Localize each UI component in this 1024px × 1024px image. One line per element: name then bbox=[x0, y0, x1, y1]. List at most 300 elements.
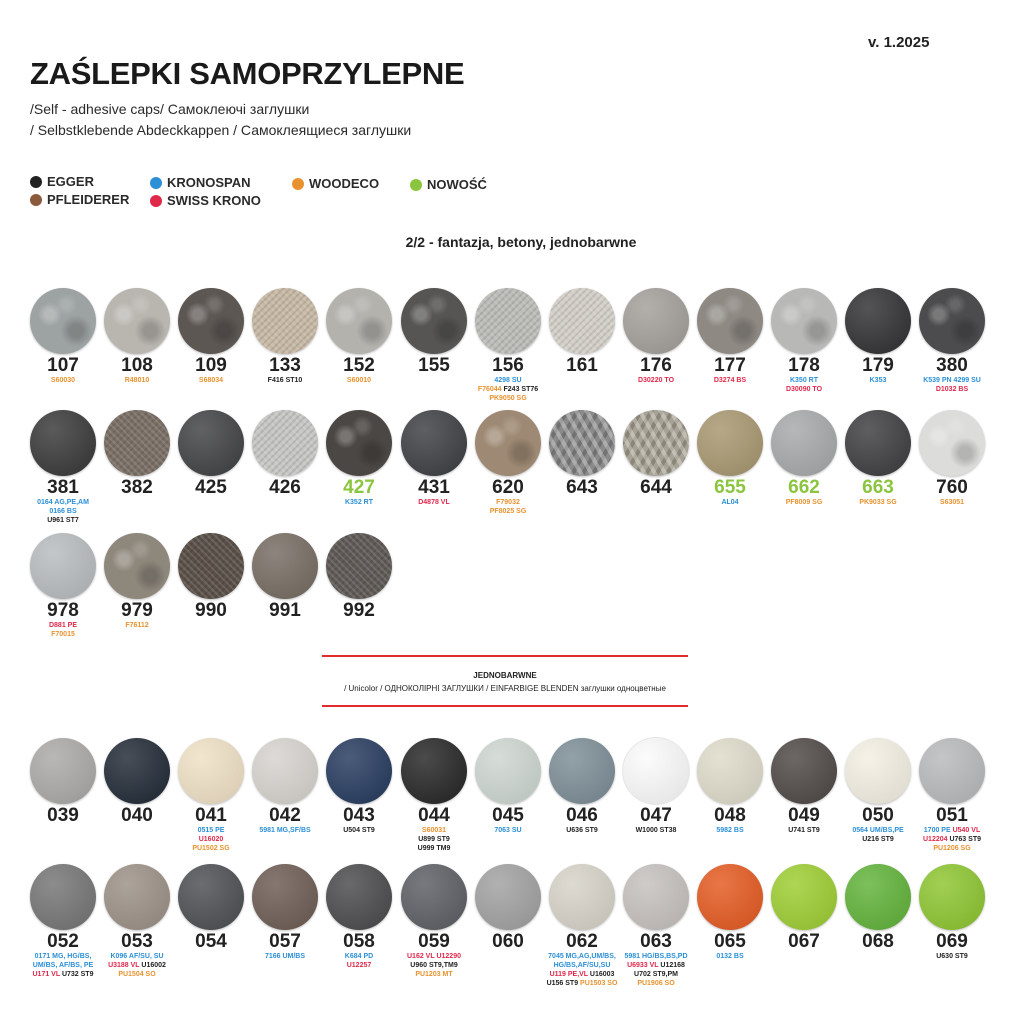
egger-dot-icon bbox=[30, 176, 42, 188]
cap-code: 053 bbox=[121, 931, 153, 952]
cap-references bbox=[322, 952, 396, 970]
cap-swatch bbox=[623, 288, 689, 354]
cap-swatch bbox=[549, 410, 615, 476]
cap-references bbox=[26, 376, 100, 385]
cap-references bbox=[619, 826, 693, 835]
reference-code: F76112 bbox=[125, 622, 149, 629]
reference-line bbox=[693, 952, 767, 961]
cap-431 bbox=[397, 410, 471, 507]
reference-code: F76044 bbox=[477, 386, 504, 393]
cap-050 bbox=[841, 738, 915, 844]
reference-code: AL04 bbox=[721, 499, 739, 506]
reference-line bbox=[100, 961, 174, 970]
cap-swatch bbox=[623, 738, 689, 804]
reference-line bbox=[841, 826, 915, 835]
cap-references bbox=[322, 826, 396, 835]
legend-kronospan-label: KRONOSPAN bbox=[167, 175, 251, 190]
cap-code: 051 bbox=[936, 805, 968, 826]
reference-code: U156 ST9 bbox=[546, 980, 581, 987]
cap-992 bbox=[322, 533, 396, 621]
reference-code: PU1502 SG bbox=[192, 845, 230, 852]
reference-code: 0171 MG, HG/BS, bbox=[34, 953, 92, 960]
reference-line bbox=[26, 970, 100, 979]
reference-code: W1000 ST38 bbox=[635, 827, 677, 834]
reference-line bbox=[397, 498, 471, 507]
reference-code: D30090 TO bbox=[785, 386, 823, 393]
cap-references bbox=[248, 826, 322, 835]
reference-code: K350 RT bbox=[789, 377, 818, 384]
cap-code: 991 bbox=[269, 600, 301, 621]
cap-047 bbox=[619, 738, 693, 835]
legend-pfleiderer-label: PFLEIDERER bbox=[47, 192, 130, 207]
cap-643 bbox=[545, 410, 619, 498]
reference-line bbox=[471, 826, 545, 835]
cap-swatch bbox=[252, 288, 318, 354]
cap-code: 380 bbox=[936, 355, 968, 376]
reference-line bbox=[915, 376, 989, 385]
reference-line bbox=[397, 961, 471, 970]
reference-code: 4299 SU bbox=[953, 377, 981, 384]
cap-swatch bbox=[30, 410, 96, 476]
reference-line bbox=[248, 826, 322, 835]
reference-line bbox=[100, 621, 174, 630]
reference-line bbox=[619, 970, 693, 979]
cap-code: 068 bbox=[862, 931, 894, 952]
cap-references bbox=[841, 498, 915, 507]
cap-references bbox=[693, 826, 767, 835]
reference-line bbox=[100, 970, 174, 979]
cap-swatch bbox=[252, 738, 318, 804]
cap-code: 109 bbox=[195, 355, 227, 376]
cap-156 bbox=[471, 288, 545, 403]
cap-code: 990 bbox=[195, 600, 227, 621]
reference-code: S60031 bbox=[421, 827, 447, 834]
reference-code: D881 PE bbox=[48, 622, 78, 629]
cap-code: 156 bbox=[492, 355, 524, 376]
reference-code: F243 ST76 bbox=[503, 386, 539, 393]
reference-line bbox=[693, 826, 767, 835]
cap-swatch bbox=[178, 738, 244, 804]
reference-code: U741 ST9 bbox=[788, 827, 820, 834]
reference-code: F70015 bbox=[51, 631, 75, 638]
cap-swatch bbox=[401, 288, 467, 354]
legend-kronospan bbox=[150, 175, 251, 190]
cap-067 bbox=[767, 864, 841, 952]
cap-code: 662 bbox=[788, 477, 820, 498]
cap-046 bbox=[545, 738, 619, 835]
reference-code: D1032 BS bbox=[935, 386, 969, 393]
cap-620 bbox=[471, 410, 545, 516]
cap-code: 760 bbox=[936, 477, 968, 498]
cap-references bbox=[174, 826, 248, 853]
reference-code: PU1203 MT bbox=[415, 971, 453, 978]
cap-swatch bbox=[919, 738, 985, 804]
reference-line bbox=[915, 826, 989, 835]
cap-code: 063 bbox=[640, 931, 672, 952]
cap-swatch bbox=[771, 288, 837, 354]
cap-code: 133 bbox=[269, 355, 301, 376]
reference-line bbox=[619, 952, 693, 961]
reference-line bbox=[26, 507, 100, 516]
reference-code: U999 TM9 bbox=[417, 845, 451, 852]
cap-179 bbox=[841, 288, 915, 385]
cap-references bbox=[322, 376, 396, 385]
reference-line bbox=[767, 826, 841, 835]
cap-swatch bbox=[845, 738, 911, 804]
cap-swatch bbox=[845, 864, 911, 930]
kronospan-dot-icon bbox=[150, 177, 162, 189]
legend-pfleiderer bbox=[30, 192, 129, 207]
cap-swatch bbox=[252, 410, 318, 476]
subtitle-line-2: / Selbstklebende Abdeckkappen / Самоклеящиеся заглушки bbox=[30, 122, 412, 138]
reference-code: U12168 bbox=[660, 962, 685, 969]
cap-code: 058 bbox=[343, 931, 375, 952]
cap-057 bbox=[248, 864, 322, 961]
cap-code: 069 bbox=[936, 931, 968, 952]
reference-code: 7045 MG,AG,UM/BS, bbox=[548, 953, 616, 960]
cap-code: 431 bbox=[418, 477, 450, 498]
cap-code: 044 bbox=[418, 805, 450, 826]
cap-references bbox=[915, 376, 989, 394]
reference-code: U6933 VL bbox=[627, 962, 661, 969]
cap-059 bbox=[397, 864, 471, 979]
cap-swatch bbox=[30, 288, 96, 354]
reference-line bbox=[471, 394, 545, 403]
reference-code: S60010 bbox=[346, 377, 372, 384]
reference-line bbox=[397, 970, 471, 979]
cap-references bbox=[767, 826, 841, 835]
cap-swatch bbox=[475, 864, 541, 930]
cap-code: 655 bbox=[714, 477, 746, 498]
cap-code: 179 bbox=[862, 355, 894, 376]
reference-line bbox=[322, 376, 396, 385]
cap-code: 046 bbox=[566, 805, 598, 826]
reference-line bbox=[26, 376, 100, 385]
cap-references bbox=[841, 826, 915, 844]
reference-code: 7166 UM/BS bbox=[264, 953, 306, 960]
reference-code: 0515 PE bbox=[197, 827, 225, 834]
cap-662 bbox=[767, 410, 841, 507]
legend-egger bbox=[30, 174, 94, 189]
cap-code: 062 bbox=[566, 931, 598, 952]
reference-line bbox=[322, 952, 396, 961]
reference-code: U12290 bbox=[436, 953, 461, 960]
cap-060 bbox=[471, 864, 545, 952]
reference-code: UM/BS, AF/BS, PE bbox=[32, 962, 94, 969]
cap-108 bbox=[100, 288, 174, 385]
cap-427 bbox=[322, 410, 396, 507]
reference-code: R48010 bbox=[124, 377, 150, 384]
cap-references bbox=[545, 952, 619, 988]
cap-code: 992 bbox=[343, 600, 375, 621]
cap-code: 427 bbox=[343, 477, 375, 498]
cap-swatch bbox=[919, 864, 985, 930]
pfleiderer-dot-icon bbox=[30, 194, 42, 206]
cap-041 bbox=[174, 738, 248, 853]
cap-swatch bbox=[104, 533, 170, 599]
reference-code: U16002 bbox=[141, 962, 166, 969]
reference-code: U12257 bbox=[346, 962, 372, 969]
cap-065 bbox=[693, 864, 767, 961]
cap-107 bbox=[26, 288, 100, 385]
cap-code: 045 bbox=[492, 805, 524, 826]
cap-code: 425 bbox=[195, 477, 227, 498]
cap-979 bbox=[100, 533, 174, 630]
reference-code: U3188 VL bbox=[108, 962, 142, 969]
cap-swatch bbox=[549, 738, 615, 804]
cap-code: 065 bbox=[714, 931, 746, 952]
reference-code: PF8025 SG bbox=[489, 508, 527, 515]
cap-swatch bbox=[697, 738, 763, 804]
cap-references bbox=[915, 952, 989, 961]
cap-swatch bbox=[178, 864, 244, 930]
reference-line bbox=[26, 516, 100, 525]
cap-references bbox=[693, 376, 767, 385]
legend-swisskrono-label: SWISS KRONO bbox=[167, 193, 261, 208]
cap-code: 059 bbox=[418, 931, 450, 952]
cap-760 bbox=[915, 410, 989, 507]
cap-code: 161 bbox=[566, 355, 598, 376]
cap-swatch bbox=[845, 410, 911, 476]
cap-655 bbox=[693, 410, 767, 507]
cap-code: 049 bbox=[788, 805, 820, 826]
cap-swatch bbox=[549, 288, 615, 354]
cap-code: 176 bbox=[640, 355, 672, 376]
cap-swatch bbox=[475, 288, 541, 354]
reference-line bbox=[174, 835, 248, 844]
cap-426 bbox=[248, 410, 322, 498]
reference-line bbox=[693, 498, 767, 507]
cap-swatch bbox=[252, 864, 318, 930]
cap-code: 043 bbox=[343, 805, 375, 826]
reference-code: HG/BS,AF/SU,SU bbox=[553, 962, 611, 969]
cap-382 bbox=[100, 410, 174, 498]
cap-references bbox=[545, 826, 619, 835]
reference-code: 5981 MG,SF/BS bbox=[259, 827, 311, 834]
reference-line bbox=[767, 376, 841, 385]
reference-code: U763 ST9 bbox=[949, 836, 981, 843]
reference-code: U216 ST9 bbox=[862, 836, 894, 843]
reference-code: 1700 PE bbox=[923, 827, 953, 834]
woodeco-dot-icon bbox=[292, 178, 304, 190]
cap-references bbox=[397, 952, 471, 979]
reference-code: U732 ST9 bbox=[61, 971, 94, 978]
reference-code: 0564 UM/BS,PE bbox=[852, 827, 904, 834]
cap-references bbox=[915, 498, 989, 507]
reference-line bbox=[397, 952, 471, 961]
reference-line bbox=[26, 498, 100, 507]
reference-line bbox=[767, 498, 841, 507]
cap-043 bbox=[322, 738, 396, 835]
reference-line bbox=[174, 826, 248, 835]
reference-line bbox=[397, 826, 471, 835]
cap-049 bbox=[767, 738, 841, 835]
cap-code: 620 bbox=[492, 477, 524, 498]
cap-code: 060 bbox=[492, 931, 524, 952]
reference-code: U119 PE,VL bbox=[549, 971, 590, 978]
reference-line bbox=[397, 835, 471, 844]
cap-swatch bbox=[623, 410, 689, 476]
reference-code: PK9050 SG bbox=[489, 395, 527, 402]
reference-code: 5982 BS bbox=[716, 827, 744, 834]
cap-swatch bbox=[178, 288, 244, 354]
cap-references bbox=[100, 621, 174, 630]
cap-references bbox=[100, 376, 174, 385]
reference-line bbox=[471, 385, 545, 394]
reference-line bbox=[471, 507, 545, 516]
cap-042 bbox=[248, 738, 322, 835]
cap-code: 041 bbox=[195, 805, 227, 826]
reference-code: F416 ST10 bbox=[267, 377, 303, 384]
reference-line bbox=[767, 385, 841, 394]
cap-references bbox=[619, 376, 693, 385]
cap-swatch bbox=[104, 738, 170, 804]
cap-references bbox=[26, 621, 100, 639]
cap-code: 381 bbox=[47, 477, 79, 498]
cap-code: 643 bbox=[566, 477, 598, 498]
cap-references bbox=[767, 498, 841, 507]
reference-line bbox=[174, 376, 248, 385]
reference-code: PK9033 SG bbox=[859, 499, 897, 506]
cap-references bbox=[915, 826, 989, 853]
cap-swatch bbox=[475, 738, 541, 804]
reference-code: 0164 AG,PE,AM bbox=[37, 499, 89, 506]
reference-code: K539 PN bbox=[923, 377, 954, 384]
reference-line bbox=[322, 498, 396, 507]
cap-swatch bbox=[104, 288, 170, 354]
reference-code: F79032 bbox=[496, 499, 520, 506]
cap-references bbox=[767, 376, 841, 394]
cap-references bbox=[248, 376, 322, 385]
cap-swatch bbox=[178, 533, 244, 599]
reference-code: D3274 BS bbox=[713, 377, 747, 384]
legend-woodeco bbox=[292, 176, 379, 191]
cap-133 bbox=[248, 288, 322, 385]
reference-code: U702 ST9,PM bbox=[634, 971, 678, 978]
reference-line bbox=[471, 498, 545, 507]
cap-068 bbox=[841, 864, 915, 952]
cap-177 bbox=[693, 288, 767, 385]
reference-line bbox=[545, 952, 619, 961]
reference-line bbox=[397, 844, 471, 853]
reference-line bbox=[619, 979, 693, 988]
cap-644 bbox=[619, 410, 693, 498]
cap-code: 050 bbox=[862, 805, 894, 826]
cap-991 bbox=[248, 533, 322, 621]
cap-references bbox=[693, 952, 767, 961]
reference-line bbox=[26, 952, 100, 961]
reference-line bbox=[619, 376, 693, 385]
swisskrono-dot-icon bbox=[150, 195, 162, 207]
reference-code: U12204 bbox=[923, 836, 950, 843]
cap-swatch bbox=[326, 864, 392, 930]
cap-code: 048 bbox=[714, 805, 746, 826]
reference-code: PU1206 SG bbox=[933, 845, 971, 852]
reference-code: K684 PD bbox=[344, 953, 374, 960]
cap-176 bbox=[619, 288, 693, 385]
cap-swatch bbox=[623, 864, 689, 930]
cap-380 bbox=[915, 288, 989, 394]
cap-swatch bbox=[845, 288, 911, 354]
reference-code: U16003 bbox=[589, 971, 615, 978]
legend-nowosc-label: NOWOŚĆ bbox=[427, 177, 487, 192]
cap-048 bbox=[693, 738, 767, 835]
cap-swatch bbox=[30, 864, 96, 930]
cap-053 bbox=[100, 864, 174, 979]
cap-425 bbox=[174, 410, 248, 498]
cap-code: 178 bbox=[788, 355, 820, 376]
reference-code: U162 VL bbox=[407, 953, 437, 960]
cap-swatch bbox=[326, 738, 392, 804]
cap-code: 644 bbox=[640, 477, 672, 498]
nowosc-dot-icon bbox=[410, 179, 422, 191]
unicolor-title: JEDNOBARWNE bbox=[473, 671, 537, 680]
reference-line bbox=[322, 826, 396, 835]
unicolor-subtitle: / Unicolor / ОДНОКОЛІРНІ ЗАГЛУШКИ / EINFARBIGE BLENDEN заглушки одноцветные bbox=[344, 684, 666, 693]
cap-109 bbox=[174, 288, 248, 385]
reference-line bbox=[915, 952, 989, 961]
reference-code: D30220 TO bbox=[637, 377, 675, 384]
cap-swatch bbox=[475, 410, 541, 476]
cap-references bbox=[471, 826, 545, 835]
legend-nowosc bbox=[410, 177, 487, 192]
cap-references bbox=[397, 826, 471, 853]
reference-line bbox=[545, 970, 619, 979]
reference-line bbox=[26, 630, 100, 639]
cap-code: 108 bbox=[121, 355, 153, 376]
reference-line bbox=[915, 385, 989, 394]
reference-code: S60030 bbox=[50, 377, 76, 384]
cap-code: 152 bbox=[343, 355, 375, 376]
reference-code: K353 bbox=[869, 377, 887, 384]
reference-code: PU1503 SO bbox=[580, 980, 618, 987]
reference-code: K352 RT bbox=[344, 499, 373, 506]
reference-line bbox=[619, 826, 693, 835]
reference-code: S63051 bbox=[939, 499, 965, 506]
legend-woodeco-label: WOODECO bbox=[309, 176, 380, 191]
cap-045 bbox=[471, 738, 545, 835]
reference-line bbox=[841, 376, 915, 385]
reference-code: U540 VL bbox=[952, 827, 981, 834]
cap-051 bbox=[915, 738, 989, 853]
reference-line bbox=[174, 844, 248, 853]
cap-161 bbox=[545, 288, 619, 376]
cap-swatch bbox=[326, 410, 392, 476]
cap-063 bbox=[619, 864, 693, 988]
page-title: ZAŚLEPKI SAMOPRZYLEPNE bbox=[30, 56, 465, 91]
reference-code: PU1504 SO bbox=[118, 971, 156, 978]
cap-references bbox=[26, 952, 100, 979]
cap-code: 047 bbox=[640, 805, 672, 826]
reference-line bbox=[26, 961, 100, 970]
reference-line bbox=[841, 498, 915, 507]
cap-code: 040 bbox=[121, 805, 153, 826]
reference-line bbox=[100, 376, 174, 385]
cap-381 bbox=[26, 410, 100, 525]
cap-swatch bbox=[697, 410, 763, 476]
reference-code: K096 AF/SU, SU bbox=[110, 953, 164, 960]
cap-code: 057 bbox=[269, 931, 301, 952]
cap-code: 042 bbox=[269, 805, 301, 826]
cap-code: 054 bbox=[195, 931, 227, 952]
reference-line bbox=[545, 826, 619, 835]
cap-references bbox=[100, 952, 174, 979]
cap-code: 978 bbox=[47, 600, 79, 621]
cap-swatch bbox=[326, 288, 392, 354]
cap-code: 107 bbox=[47, 355, 79, 376]
cap-swatch bbox=[104, 864, 170, 930]
cap-swatch bbox=[771, 738, 837, 804]
